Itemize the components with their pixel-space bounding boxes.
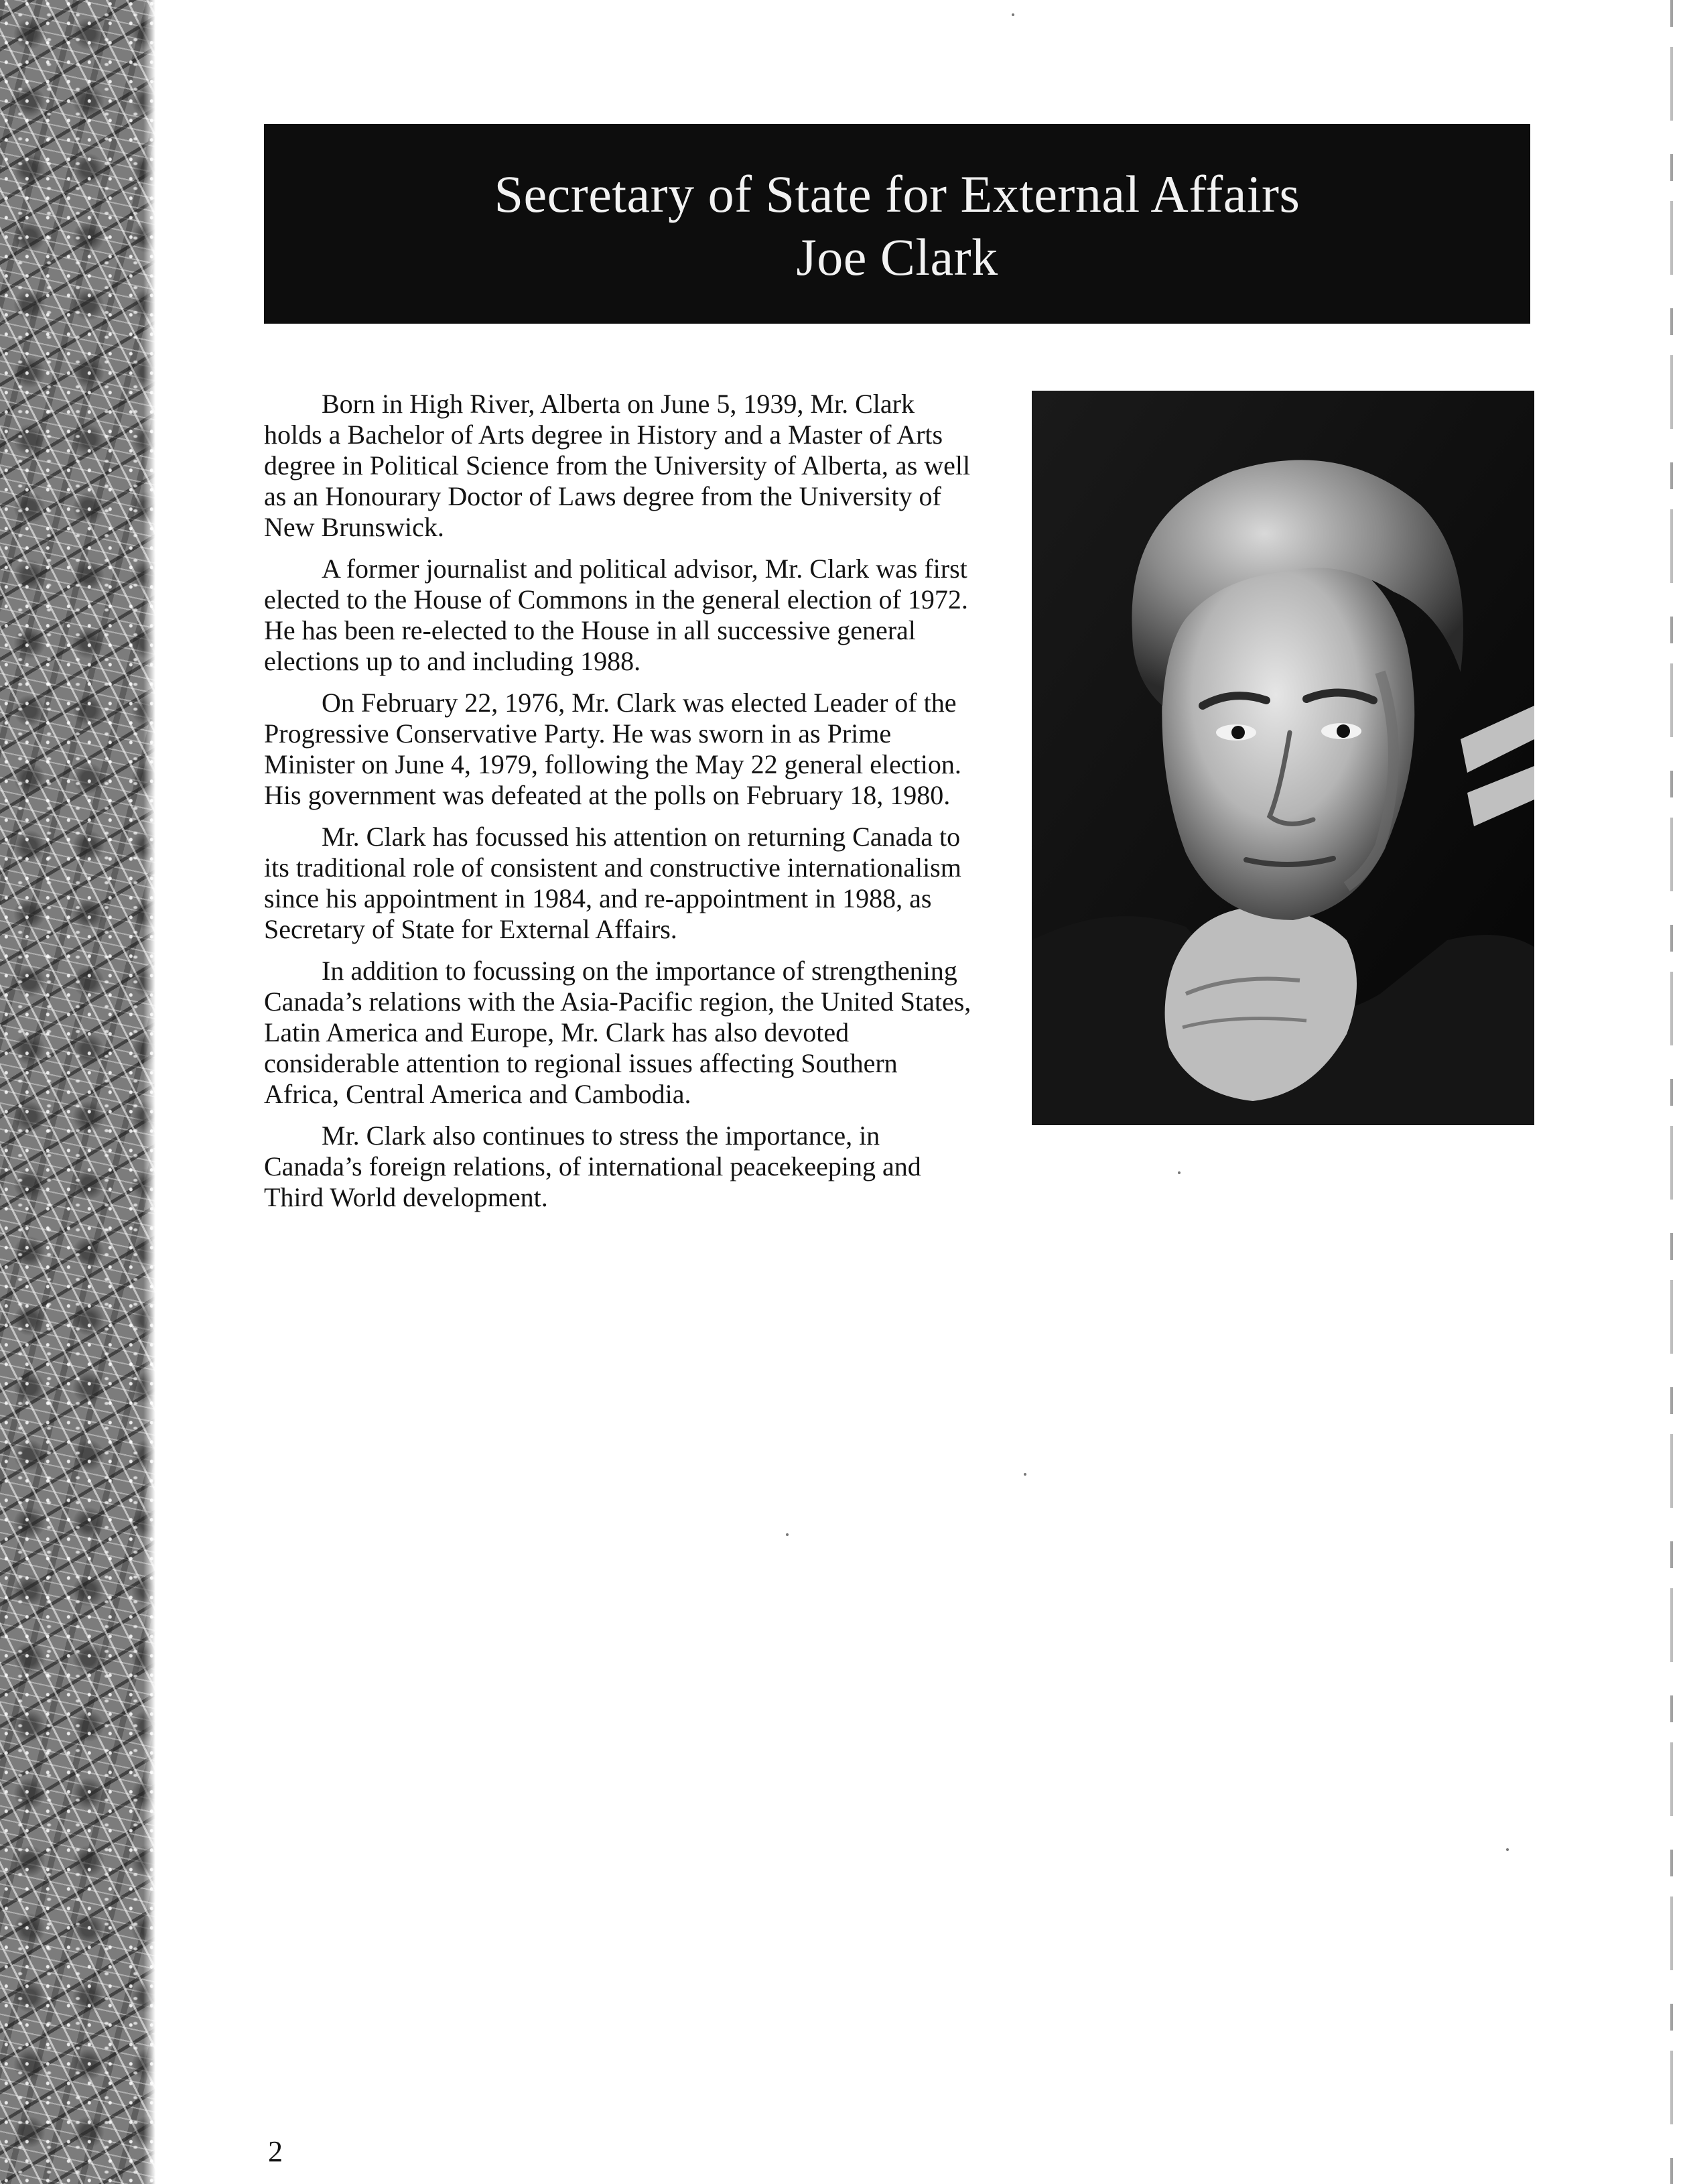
paragraph-prime-minister: On February 22, 1976, Mr. Clark was elected Leader of the Progressive Conservative Party. He was sworn in as Prime Minister on June 4, 1979, following the May 22 general election. His government was defeated at the polls on February 18, 1980. xyxy=(264,688,961,810)
page-number: 2 xyxy=(268,2135,283,2168)
paragraph-peacekeeping: Mr. Clark also continues to stress the importance, in Canada’s foreign relations, of international peacekeeping and Third World development. xyxy=(264,1120,921,1212)
paragraph-election-career: A former journalist and political advisor, Mr. Clark was first elected to the House of Commons in the general election of 1972. He has been re-elected to the House in all successive general elections up to and including 1988. xyxy=(264,554,968,676)
minister-name: Joe Clark xyxy=(796,228,998,286)
paragraph-regional-relations: In addition to focussing on the importance of strengthening Canada’s relations with the Asia-Pacific region, the United States, Latin America and Europe, Mr. Clark has also devoted considerable attention to regional issues affecting Southern Africa, Central America and Cambodia. xyxy=(264,956,971,1109)
title-banner xyxy=(264,124,1530,324)
portrait-photo xyxy=(1032,391,1534,1125)
page-title: Secretary of State for External Affairs xyxy=(494,165,1300,223)
paragraph-internationalism: Mr. Clark has focussed his attention on returning Canada to its traditional role of consistent and constructive internationalism since his appointment in 1984, and re-appointment in 1988, as Secretary of State for External Affairs. xyxy=(264,822,961,944)
biography-text xyxy=(264,389,974,1224)
paragraph-birth-education: Born in High River, Alberta on June 5, 1939, Mr. Clark holds a Bachelor of Arts degree in History and a Master of Arts degree in Political Science from the University of Alberta, as well as an Honourary Doctor of Laws degree from the University of New Brunswick. xyxy=(264,389,971,542)
portrait-illustration xyxy=(1032,391,1534,1125)
